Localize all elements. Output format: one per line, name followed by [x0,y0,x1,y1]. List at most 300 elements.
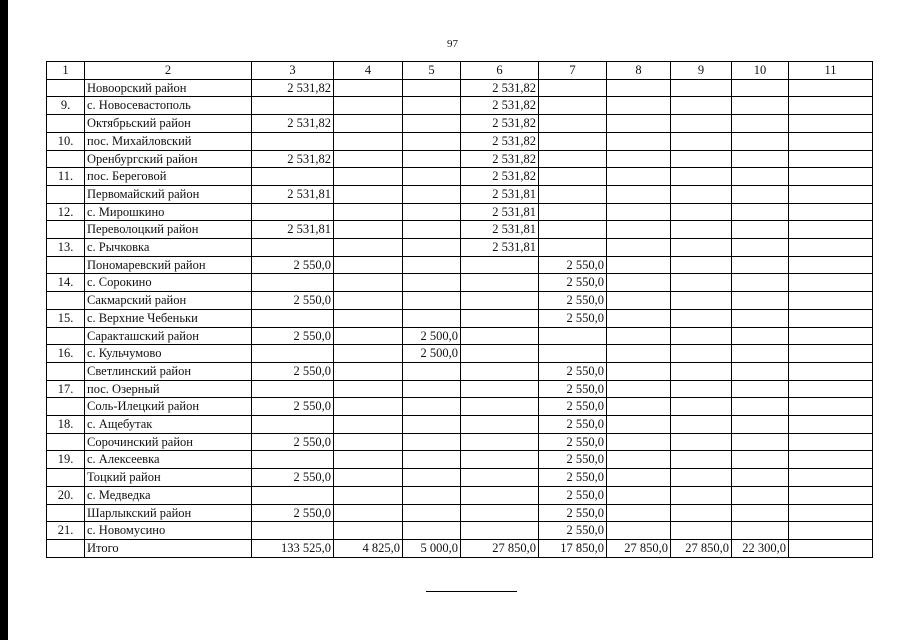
table-cell: 2 531,82 [461,97,539,115]
table-cell: пос. Озерный [85,380,252,398]
table-cell [671,115,732,133]
table-cell [732,203,789,221]
table-cell [607,504,671,522]
table-cell [403,203,461,221]
table-cell [539,168,607,186]
table-row [47,239,873,257]
table-cell [252,274,334,292]
table-cell [403,451,461,469]
table-row [47,309,873,327]
table-cell: с. Рычковка [85,239,252,257]
table-cell: с. Медведка [85,486,252,504]
table-cell [334,504,403,522]
table-cell [47,327,85,345]
table-cell: 2 531,82 [461,79,539,97]
table-cell [671,522,732,540]
table-cell [789,539,873,557]
table-cell [607,380,671,398]
table-cell [732,327,789,345]
table-row [47,79,873,97]
table-cell [789,504,873,522]
table-cell [789,203,873,221]
table-cell [789,469,873,487]
table-cell: 2 550,0 [539,292,607,310]
table-cell [789,97,873,115]
table-cell [789,309,873,327]
table-cell [789,79,873,97]
table-cell: с. Верхние Чебеньки [85,309,252,327]
table-cell [461,398,539,416]
table-cell [252,97,334,115]
table-cell [607,239,671,257]
table-cell: 21. [47,522,85,540]
table-cell [47,115,85,133]
table-cell [607,132,671,150]
table-cell [47,398,85,416]
table-cell: 2 550,0 [539,380,607,398]
table-cell [252,203,334,221]
table-cell: 133 525,0 [252,539,334,557]
table-cell [539,115,607,133]
table-row [47,398,873,416]
table-cell [403,256,461,274]
table-cell: 12. [47,203,85,221]
table-cell: 2 550,0 [252,504,334,522]
table-cell: 2 531,81 [252,221,334,239]
table-cell [732,274,789,292]
table-row [47,132,873,150]
table-cell [252,416,334,434]
table-cell [47,433,85,451]
table-cell [403,504,461,522]
table-cell [403,185,461,203]
table-cell [334,221,403,239]
table-cell [47,185,85,203]
table-cell [671,221,732,239]
table-cell [252,168,334,186]
table-cell: пос. Михайловский [85,132,252,150]
column-header-9: 9 [671,62,732,80]
table-cell [334,380,403,398]
table-cell: 2 550,0 [539,469,607,487]
table-cell [607,97,671,115]
table-cell [403,150,461,168]
table-cell [461,451,539,469]
table-cell: Оренбургский район [85,150,252,168]
table-cell [403,168,461,186]
table-cell [252,451,334,469]
table-cell [671,398,732,416]
table-cell [47,221,85,239]
table-cell [671,380,732,398]
table-cell [539,150,607,168]
table-cell [607,292,671,310]
table-cell [252,239,334,257]
table-cell: 2 531,82 [461,115,539,133]
table-cell [732,345,789,363]
table-cell [671,185,732,203]
table-cell [334,292,403,310]
table-cell [732,221,789,239]
column-header-6: 6 [461,62,539,80]
total-row [47,539,873,557]
table-row [47,185,873,203]
table-cell [47,504,85,522]
table-cell: 10. [47,132,85,150]
table-cell [732,433,789,451]
table-cell: Октябрьский район [85,115,252,133]
table-cell [461,274,539,292]
table-cell: 2 550,0 [539,309,607,327]
table-cell [461,416,539,434]
table-cell: 2 550,0 [252,362,334,380]
table-cell [252,345,334,363]
table-cell: 2 550,0 [252,327,334,345]
table-cell [732,451,789,469]
table-cell [539,239,607,257]
table-cell [671,486,732,504]
table-cell [789,239,873,257]
table-cell [403,97,461,115]
table-cell [403,469,461,487]
table-cell [732,168,789,186]
table-row [47,115,873,133]
table-cell [403,274,461,292]
table-cell [539,345,607,363]
table-cell: 4 825,0 [334,539,403,557]
table-header-row [47,62,873,80]
table-cell: 2 550,0 [539,274,607,292]
budget-table [46,61,873,558]
table-cell [403,115,461,133]
table-cell: Первомайский район [85,185,252,203]
table-row [47,451,873,469]
table-cell [671,433,732,451]
table-cell [732,256,789,274]
table-cell: 2 531,82 [461,150,539,168]
table-cell [461,504,539,522]
table-cell [461,522,539,540]
table-row [47,256,873,274]
table-cell: Пономаревский район [85,256,252,274]
table-cell [334,362,403,380]
table-cell [539,132,607,150]
table-cell [789,150,873,168]
table-cell [671,345,732,363]
table-row [47,221,873,239]
table-cell [789,345,873,363]
table-row [47,522,873,540]
table-cell [789,380,873,398]
table-cell: 2 550,0 [252,256,334,274]
table-cell: Саракташский район [85,327,252,345]
table-cell: Сорочинский район [85,433,252,451]
table-cell [334,185,403,203]
table-cell: с. Ащебутак [85,416,252,434]
table-cell: 2 550,0 [539,416,607,434]
table-row [47,486,873,504]
table-cell [539,327,607,345]
table-cell [732,416,789,434]
table-cell [334,398,403,416]
table-row [47,203,873,221]
table-row [47,362,873,380]
footer-separator-line [426,591,517,592]
table-cell [671,416,732,434]
table-cell [539,203,607,221]
table-cell [789,115,873,133]
table-row [47,292,873,310]
table-row [47,416,873,434]
table-cell [461,380,539,398]
table-cell [789,451,873,469]
table-cell [334,239,403,257]
table-cell [461,469,539,487]
table-cell: 11. [47,168,85,186]
table-cell [607,221,671,239]
table-cell [334,168,403,186]
table-row [47,327,873,345]
table-cell: 2 550,0 [252,433,334,451]
table-cell: 2 550,0 [539,504,607,522]
table-cell [403,79,461,97]
table-cell: 2 550,0 [539,398,607,416]
table-cell: Переволоцкий район [85,221,252,239]
table-row [47,433,873,451]
table-cell [47,150,85,168]
table-cell: 22 300,0 [732,539,789,557]
table-cell [403,239,461,257]
table-cell: 15. [47,309,85,327]
table-cell: Светлинский район [85,362,252,380]
table-cell [607,150,671,168]
table-cell [789,433,873,451]
table-cell [732,150,789,168]
table-row [47,168,873,186]
table-cell: с. Новомусино [85,522,252,540]
table-cell [334,327,403,345]
table-cell [607,327,671,345]
table-cell: с. Мирошкино [85,203,252,221]
table-cell: 9. [47,97,85,115]
table-cell [334,309,403,327]
table-cell: Шарлыкский район [85,504,252,522]
table-cell [403,132,461,150]
table-row [47,97,873,115]
table-cell [461,486,539,504]
table-cell: с. Сорокино [85,274,252,292]
table-cell: 16. [47,345,85,363]
page-edge-bar [0,0,8,640]
table-cell [671,132,732,150]
table-cell: 27 850,0 [461,539,539,557]
table-row [47,469,873,487]
table-cell [671,239,732,257]
table-cell [252,486,334,504]
table-cell [334,150,403,168]
table-cell: 2 500,0 [403,345,461,363]
table-cell: 2 550,0 [252,469,334,487]
table-cell: Тоцкий район [85,469,252,487]
table-cell [403,292,461,310]
table-cell: пос. Береговой [85,168,252,186]
table-cell [607,345,671,363]
table-cell [403,398,461,416]
table-cell [607,486,671,504]
table-cell: 2 531,81 [461,203,539,221]
table-cell [789,221,873,239]
table-cell [334,433,403,451]
table-cell [607,416,671,434]
table-cell [403,486,461,504]
table-cell [607,469,671,487]
table-row [47,150,873,168]
table-cell [671,327,732,345]
table-cell [671,97,732,115]
table-cell [607,274,671,292]
table-cell [732,362,789,380]
table-cell [334,79,403,97]
table-cell [607,309,671,327]
table-cell [789,168,873,186]
table-cell: 2 550,0 [539,433,607,451]
table-cell: 2 550,0 [539,522,607,540]
table-cell [671,504,732,522]
table-cell [334,256,403,274]
column-header-4: 4 [334,62,403,80]
table-cell [607,203,671,221]
table-cell [607,115,671,133]
table-cell: 2 550,0 [252,398,334,416]
table-cell: 2 550,0 [252,292,334,310]
column-header-11: 11 [789,62,873,80]
column-header-1: 1 [47,62,85,80]
table-cell [732,504,789,522]
table-cell [461,362,539,380]
table-cell [732,469,789,487]
column-header-5: 5 [403,62,461,80]
table-cell [732,380,789,398]
table-cell [403,380,461,398]
table-cell [461,309,539,327]
table-cell [671,79,732,97]
table-cell: 2 531,82 [252,150,334,168]
table-cell [671,203,732,221]
table-cell [671,451,732,469]
table-cell [789,522,873,540]
table-cell [732,97,789,115]
table-cell [539,97,607,115]
table-cell [732,115,789,133]
table-cell [539,79,607,97]
table-cell [671,292,732,310]
table-cell: 27 850,0 [671,539,732,557]
table-cell [789,362,873,380]
table-cell: 2 550,0 [539,256,607,274]
table-cell [334,486,403,504]
table-cell [461,292,539,310]
table-cell: Новоорский район [85,79,252,97]
table-cell [789,292,873,310]
table-cell: 14. [47,274,85,292]
table-cell [789,132,873,150]
table-cell [334,522,403,540]
table-cell [732,239,789,257]
table-cell: 2 531,82 [461,132,539,150]
table-cell [607,256,671,274]
table-cell: 13. [47,239,85,257]
table-cell [671,168,732,186]
column-header-7: 7 [539,62,607,80]
table-cell [47,256,85,274]
table-cell [252,522,334,540]
table-cell [47,469,85,487]
table-cell [732,486,789,504]
table-cell [334,345,403,363]
table-cell [732,79,789,97]
table-cell [789,327,873,345]
table-cell [539,221,607,239]
table-cell [403,362,461,380]
table-cell [671,309,732,327]
table-cell: 2 550,0 [539,362,607,380]
table-cell [607,433,671,451]
table-cell [461,433,539,451]
column-header-2: 2 [85,62,252,80]
table-cell [47,362,85,380]
table-cell: с. Кульчумово [85,345,252,363]
table-row [47,274,873,292]
table-cell: Итого [85,539,252,557]
table-cell [607,522,671,540]
table-cell [789,416,873,434]
column-header-10: 10 [732,62,789,80]
table-cell [789,398,873,416]
table-cell [732,309,789,327]
table-cell: 19. [47,451,85,469]
table-cell [671,274,732,292]
table-cell [252,309,334,327]
table-cell [732,398,789,416]
table-cell: 20. [47,486,85,504]
table-cell [789,274,873,292]
table-cell [732,132,789,150]
table-row [47,345,873,363]
table-cell: 2 531,81 [461,185,539,203]
column-header-3: 3 [252,62,334,80]
table-cell [47,292,85,310]
table-cell: 2 531,81 [252,185,334,203]
table-cell [252,132,334,150]
table-cell: 2 531,82 [252,115,334,133]
table-cell [607,398,671,416]
table-cell: 18. [47,416,85,434]
table-cell [671,256,732,274]
table-cell: 17. [47,380,85,398]
table-cell [334,416,403,434]
table-cell: 2 500,0 [403,327,461,345]
table-cell: 2 531,82 [252,79,334,97]
table-cell [403,309,461,327]
table-cell: с. Новосевастополь [85,97,252,115]
table-cell [403,433,461,451]
table-cell [671,469,732,487]
table-cell: 2 531,81 [461,221,539,239]
table-cell: 2 550,0 [539,486,607,504]
table-cell: 2 550,0 [539,451,607,469]
table-cell: 2 531,81 [461,239,539,257]
table-cell [334,97,403,115]
